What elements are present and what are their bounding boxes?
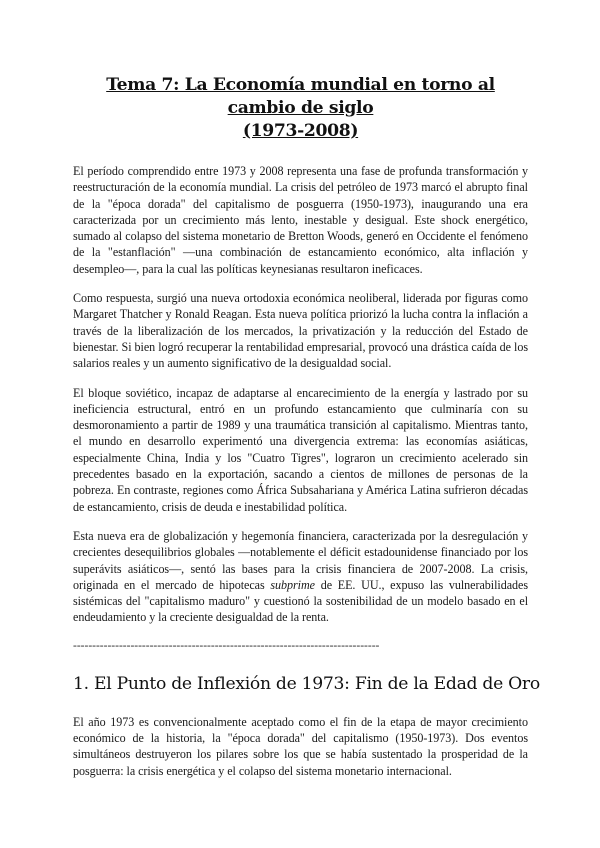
paragraph-soviet-bloc: El bloque soviético, incapaz de adaptarse al encarecimiento de la energía y lastrado por su ineficiencia estructural, entró en un profundo estancamiento que culminaría con su desmoronamiento a partir de 1989 y una traumática transición al capitalismo. Mientras tanto, el mundo en desarrollo experimentó una divergencia extrema: las economías asiáticas, especialmente China, India y los "Cuatro Tigres", lograron un crecimiento acelerado sin precedentes basado en la exportación, sacando a cientos de millones de personas de la pobreza. En contraste, regiones como África Subsahariana y América Latina sufrieron décadas de estancamiento, crisis de deuda e inestabilidad política. xyxy=(73,385,528,514)
title-line-1: Tema 7: La Economía mundial en torno al cambio de siglo xyxy=(106,75,495,118)
paragraph-globalization-text-a: Esta nueva era de globalización y hegemonía financiera, caracterizada por la desregulación y crecientes desequilibrios globales —notablemente el déficit estadounidense financiado por los superávits asiáticos—, sentó las bases para la crisis financiera de 2007-2008. La crisis, originada en el mercado de hipotecas xyxy=(73,528,528,592)
paragraph-intro: El período comprendido entre 1973 y 2008 representa una fase de profunda transformación y reestructuración de la economía mundial. La crisis del petróleo de 1973 marcó el abrupto final de la "época dorada" del capitalismo de posguerra (1950-1973), inaugurando una era caracterizada por un crecimiento más lento, inestable y desigual. Este shock energético, sumado al colapso del sistema monetario de Bretton Woods, generó en Occidente el fenómeno de la "estanflación" —una combinación de estancamiento económico, alta inflación y desempleo—, para la cual las políticas keynesianas resultaron ineficaces. xyxy=(73,164,528,276)
paragraph-globalization xyxy=(73,528,528,626)
paragraph-neoliberal: Como respuesta, surgió una nueva ortodoxia económica neoliberal, liderada por figuras como Margaret Thatcher y Ronald Reagan. Esta nueva política priorizó la lucha contra la inflación a través de la liberalización de los mercados, la privatización y la reducción del Estado de bienestar. Si bien logró recuperar la rentabilidad empresarial, provocó una drástica caída de los salarios reales y un aumento significativo de la desigualdad social. xyxy=(73,291,528,371)
separator-line: -------------------------------------------------------------------------------- xyxy=(73,639,380,652)
section-1-paragraph: El año 1973 es convencionalmente aceptado como el fin de la etapa de mayor crecimiento económico de la historia, la "época dorada" del capitalismo (1950-1973). Dos eventos simultáneos destruyeron los pilares sobre los que se había sustentado la prosperidad de la posguerra: la crisis energética y el colapso del sistema monetario internacional. xyxy=(73,714,528,778)
subprime-italic: subprime xyxy=(270,577,315,592)
section-1-heading: 1. El Punto de Inflexión de 1973: Fin de la Edad de Oro xyxy=(73,673,540,694)
paragraph-globalization-text-b: de EE. UU., expuso las vulnerabilidades sistémicas del "capitalismo maduro" y cuestionó la sostenibilidad de un modelo basado en el endeudamiento y la creciente desigualdad de la renta. xyxy=(73,577,528,625)
document-title xyxy=(73,74,528,143)
title-line-2: (1973-2008) xyxy=(242,121,359,141)
